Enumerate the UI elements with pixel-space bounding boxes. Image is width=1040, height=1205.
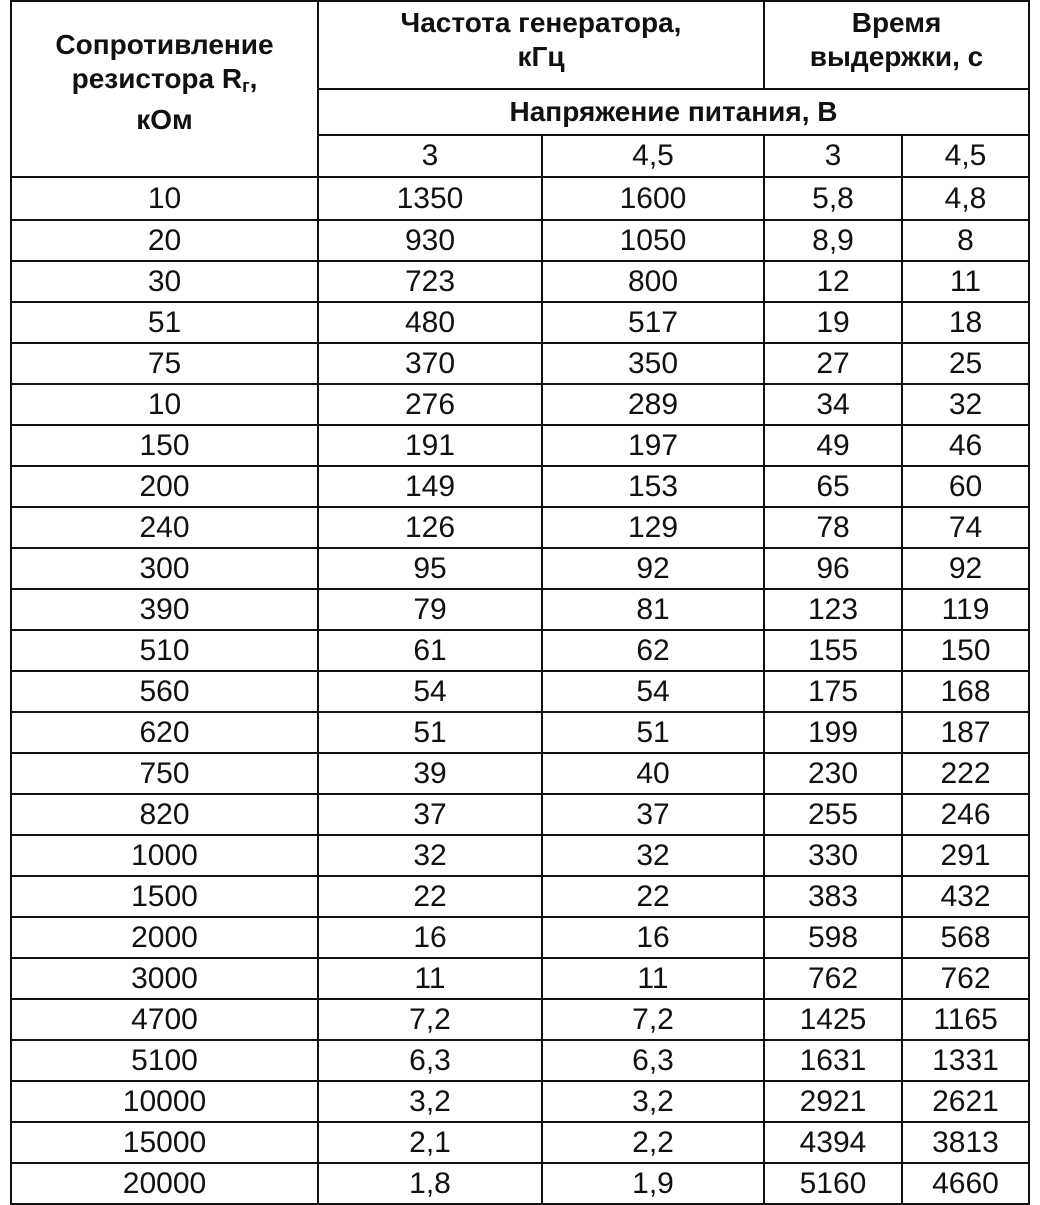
frequency-3v-cell: 37 <box>318 794 542 835</box>
time-4-5v-cell: 32 <box>902 384 1029 425</box>
frequency-3v-cell: 32 <box>318 835 542 876</box>
frequency-4-5v-cell: 517 <box>542 302 764 343</box>
table-row <box>11 671 1029 712</box>
frequency-3v-cell: 61 <box>318 630 542 671</box>
frequency-3v-cell: 276 <box>318 384 542 425</box>
resistor-frequency-table <box>10 0 1030 1205</box>
resistance-cell: 5100 <box>11 1040 318 1081</box>
time-4-5v-cell: 568 <box>902 917 1029 958</box>
time-4-5v-cell: 74 <box>902 507 1029 548</box>
frequency-4-5v-cell: 16 <box>542 917 764 958</box>
time-3v-cell: 1631 <box>764 1040 902 1081</box>
resistance-header-subscript: г <box>242 76 250 96</box>
time-4-5v-cell: 187 <box>902 712 1029 753</box>
frequency-3v-cell: 22 <box>318 876 542 917</box>
frequency-4-5v-cell: 2,2 <box>542 1122 764 1163</box>
resistance-cell: 3000 <box>11 958 318 999</box>
time-column-header <box>764 1 1029 89</box>
time-3v-cell: 155 <box>764 630 902 671</box>
frequency-4-5v-cell: 51 <box>542 712 764 753</box>
frequency-4-5v-cell: 54 <box>542 671 764 712</box>
time-4-5v-cell: 92 <box>902 548 1029 589</box>
frequency-3v-cell: 930 <box>318 220 542 261</box>
table-row <box>11 794 1029 835</box>
time-3v-cell: 19 <box>764 302 902 343</box>
time-4-5v-cell: 18 <box>902 302 1029 343</box>
frequency-3v-cell: 95 <box>318 548 542 589</box>
frequency-4-5v-cell: 153 <box>542 466 764 507</box>
time-3v-cell: 4394 <box>764 1122 902 1163</box>
table-row <box>11 1040 1029 1081</box>
frequency-column-header <box>318 1 764 89</box>
time-4-5v-cell: 222 <box>902 753 1029 794</box>
resistance-cell: 390 <box>11 589 318 630</box>
time-3v-cell: 230 <box>764 753 902 794</box>
frequency-4-5v-cell: 289 <box>542 384 764 425</box>
frequency-3v-cell: 1,8 <box>318 1163 542 1204</box>
time-3v-cell: 27 <box>764 343 902 384</box>
table-row <box>11 261 1029 302</box>
resistance-header-line3: кОм <box>136 104 193 135</box>
time-3v-cell: 1425 <box>764 999 902 1040</box>
time-4-5v-cell: 1331 <box>902 1040 1029 1081</box>
voltage-header: Напряжение питания, В <box>318 89 1029 135</box>
table-body <box>11 177 1029 1204</box>
resistance-cell: 51 <box>11 302 318 343</box>
resistance-cell: 1500 <box>11 876 318 917</box>
resistance-column-header <box>11 1 318 177</box>
resistance-cell: 10 <box>11 384 318 425</box>
frequency-4-5v-cell: 800 <box>542 261 764 302</box>
resistance-cell: 300 <box>11 548 318 589</box>
table-row <box>11 958 1029 999</box>
time-3v-cell: 2921 <box>764 1081 902 1122</box>
time-3v-cell: 255 <box>764 794 902 835</box>
frequency-3v-cell: 191 <box>318 425 542 466</box>
frequency-4-5v-cell: 197 <box>542 425 764 466</box>
frequency-4-5v-cell: 11 <box>542 958 764 999</box>
frequency-4-5v-cell: 6,3 <box>542 1040 764 1081</box>
frequency-3v-cell: 3,2 <box>318 1081 542 1122</box>
time-4-5v-cell: 3813 <box>902 1122 1029 1163</box>
frequency-3v-cell: 16 <box>318 917 542 958</box>
table-row <box>11 384 1029 425</box>
time-4-5v-cell: 291 <box>902 835 1029 876</box>
frequency-3v-cell: 1350 <box>318 177 542 220</box>
table-row <box>11 425 1029 466</box>
time-3v-cell: 5,8 <box>764 177 902 220</box>
time-4-5v-cell: 4,8 <box>902 177 1029 220</box>
time-3v-cell: 383 <box>764 876 902 917</box>
resistance-header-line1: Сопротивление <box>55 29 274 60</box>
resistance-cell: 240 <box>11 507 318 548</box>
time-4-5v-cell: 4660 <box>902 1163 1029 1204</box>
frequency-3v-cell: 54 <box>318 671 542 712</box>
table-row <box>11 1081 1029 1122</box>
table-row <box>11 343 1029 384</box>
time-3v-cell: 330 <box>764 835 902 876</box>
time-3v-cell: 65 <box>764 466 902 507</box>
time-4-5v-cell: 762 <box>902 958 1029 999</box>
time-4-5v-cell: 11 <box>902 261 1029 302</box>
resistance-cell: 620 <box>11 712 318 753</box>
table-row <box>11 177 1029 220</box>
table-row <box>11 589 1029 630</box>
frequency-4-5v-cell: 32 <box>542 835 764 876</box>
time-header-line1: Время <box>851 7 942 38</box>
time-4-5v-cell: 46 <box>902 425 1029 466</box>
resistance-cell: 10 <box>11 177 318 220</box>
time-4-5v-cell: 168 <box>902 671 1029 712</box>
resistance-cell: 560 <box>11 671 318 712</box>
frequency-3v-cell: 370 <box>318 343 542 384</box>
frequency-4-5v-cell: 1600 <box>542 177 764 220</box>
resistance-cell: 510 <box>11 630 318 671</box>
frequency-3v-cell: 6,3 <box>318 1040 542 1081</box>
resistance-cell: 150 <box>11 425 318 466</box>
frequency-3v-cell: 39 <box>318 753 542 794</box>
table-row <box>11 835 1029 876</box>
table-row <box>11 630 1029 671</box>
time-3v-cell: 175 <box>764 671 902 712</box>
time-4-5v-cell: 119 <box>902 589 1029 630</box>
resistance-cell: 4700 <box>11 999 318 1040</box>
table-row <box>11 712 1029 753</box>
resistance-cell: 10000 <box>11 1081 318 1122</box>
frequency-3v-cell: 480 <box>318 302 542 343</box>
time-3v-cell: 199 <box>764 712 902 753</box>
table-container <box>10 0 1028 1205</box>
frequency-3v-cell: 149 <box>318 466 542 507</box>
frequency-4-5v-cell: 92 <box>542 548 764 589</box>
voltage-column-time-4-5: 4,5 <box>902 135 1029 177</box>
table-row <box>11 1122 1029 1163</box>
frequency-4-5v-cell: 129 <box>542 507 764 548</box>
frequency-3v-cell: 7,2 <box>318 999 542 1040</box>
frequency-3v-cell: 126 <box>318 507 542 548</box>
frequency-3v-cell: 51 <box>318 712 542 753</box>
resistance-cell: 15000 <box>11 1122 318 1163</box>
table-row <box>11 1163 1029 1204</box>
frequency-4-5v-cell: 81 <box>542 589 764 630</box>
resistance-cell: 1000 <box>11 835 318 876</box>
time-4-5v-cell: 1165 <box>902 999 1029 1040</box>
table-row <box>11 876 1029 917</box>
table-row <box>11 999 1029 1040</box>
time-3v-cell: 5160 <box>764 1163 902 1204</box>
time-3v-cell: 8,9 <box>764 220 902 261</box>
frequency-4-5v-cell: 37 <box>542 794 764 835</box>
frequency-4-5v-cell: 1050 <box>542 220 764 261</box>
frequency-3v-cell: 2,1 <box>318 1122 542 1163</box>
time-3v-cell: 598 <box>764 917 902 958</box>
time-3v-cell: 123 <box>764 589 902 630</box>
frequency-3v-cell: 723 <box>318 261 542 302</box>
frequency-4-5v-cell: 350 <box>542 343 764 384</box>
time-3v-cell: 49 <box>764 425 902 466</box>
resistance-cell: 200 <box>11 466 318 507</box>
time-3v-cell: 78 <box>764 507 902 548</box>
frequency-4-5v-cell: 40 <box>542 753 764 794</box>
frequency-4-5v-cell: 62 <box>542 630 764 671</box>
table-row <box>11 753 1029 794</box>
resistance-cell: 750 <box>11 753 318 794</box>
time-header-line2: выдержки, с <box>809 41 984 72</box>
time-4-5v-cell: 150 <box>902 630 1029 671</box>
time-3v-cell: 96 <box>764 548 902 589</box>
time-3v-cell: 762 <box>764 958 902 999</box>
time-4-5v-cell: 8 <box>902 220 1029 261</box>
frequency-3v-cell: 79 <box>318 589 542 630</box>
frequency-3v-cell: 11 <box>318 958 542 999</box>
time-4-5v-cell: 432 <box>902 876 1029 917</box>
frequency-4-5v-cell: 22 <box>542 876 764 917</box>
time-4-5v-cell: 2621 <box>902 1081 1029 1122</box>
table-row <box>11 917 1029 958</box>
resistance-header-line2: резистора R <box>71 63 243 94</box>
resistance-cell: 2000 <box>11 917 318 958</box>
header-row-1 <box>11 1 1029 89</box>
table-row <box>11 220 1029 261</box>
table-row <box>11 548 1029 589</box>
resistance-cell: 20 <box>11 220 318 261</box>
time-3v-cell: 12 <box>764 261 902 302</box>
resistance-cell: 20000 <box>11 1163 318 1204</box>
time-3v-cell: 34 <box>764 384 902 425</box>
frequency-4-5v-cell: 3,2 <box>542 1081 764 1122</box>
resistance-header-line2-suffix: , <box>249 63 258 94</box>
frequency-header-line1: Частота генератора, <box>400 7 682 38</box>
resistance-cell: 820 <box>11 794 318 835</box>
voltage-column-time-3: 3 <box>764 135 902 177</box>
table-row <box>11 302 1029 343</box>
frequency-4-5v-cell: 1,9 <box>542 1163 764 1204</box>
resistance-cell: 30 <box>11 261 318 302</box>
resistance-cell: 75 <box>11 343 318 384</box>
time-4-5v-cell: 25 <box>902 343 1029 384</box>
table-row <box>11 507 1029 548</box>
voltage-column-freq-3: 3 <box>318 135 542 177</box>
time-4-5v-cell: 60 <box>902 466 1029 507</box>
time-4-5v-cell: 246 <box>902 794 1029 835</box>
table-row <box>11 466 1029 507</box>
frequency-4-5v-cell: 7,2 <box>542 999 764 1040</box>
voltage-column-freq-4-5: 4,5 <box>542 135 764 177</box>
frequency-header-line2: кГц <box>517 41 565 72</box>
